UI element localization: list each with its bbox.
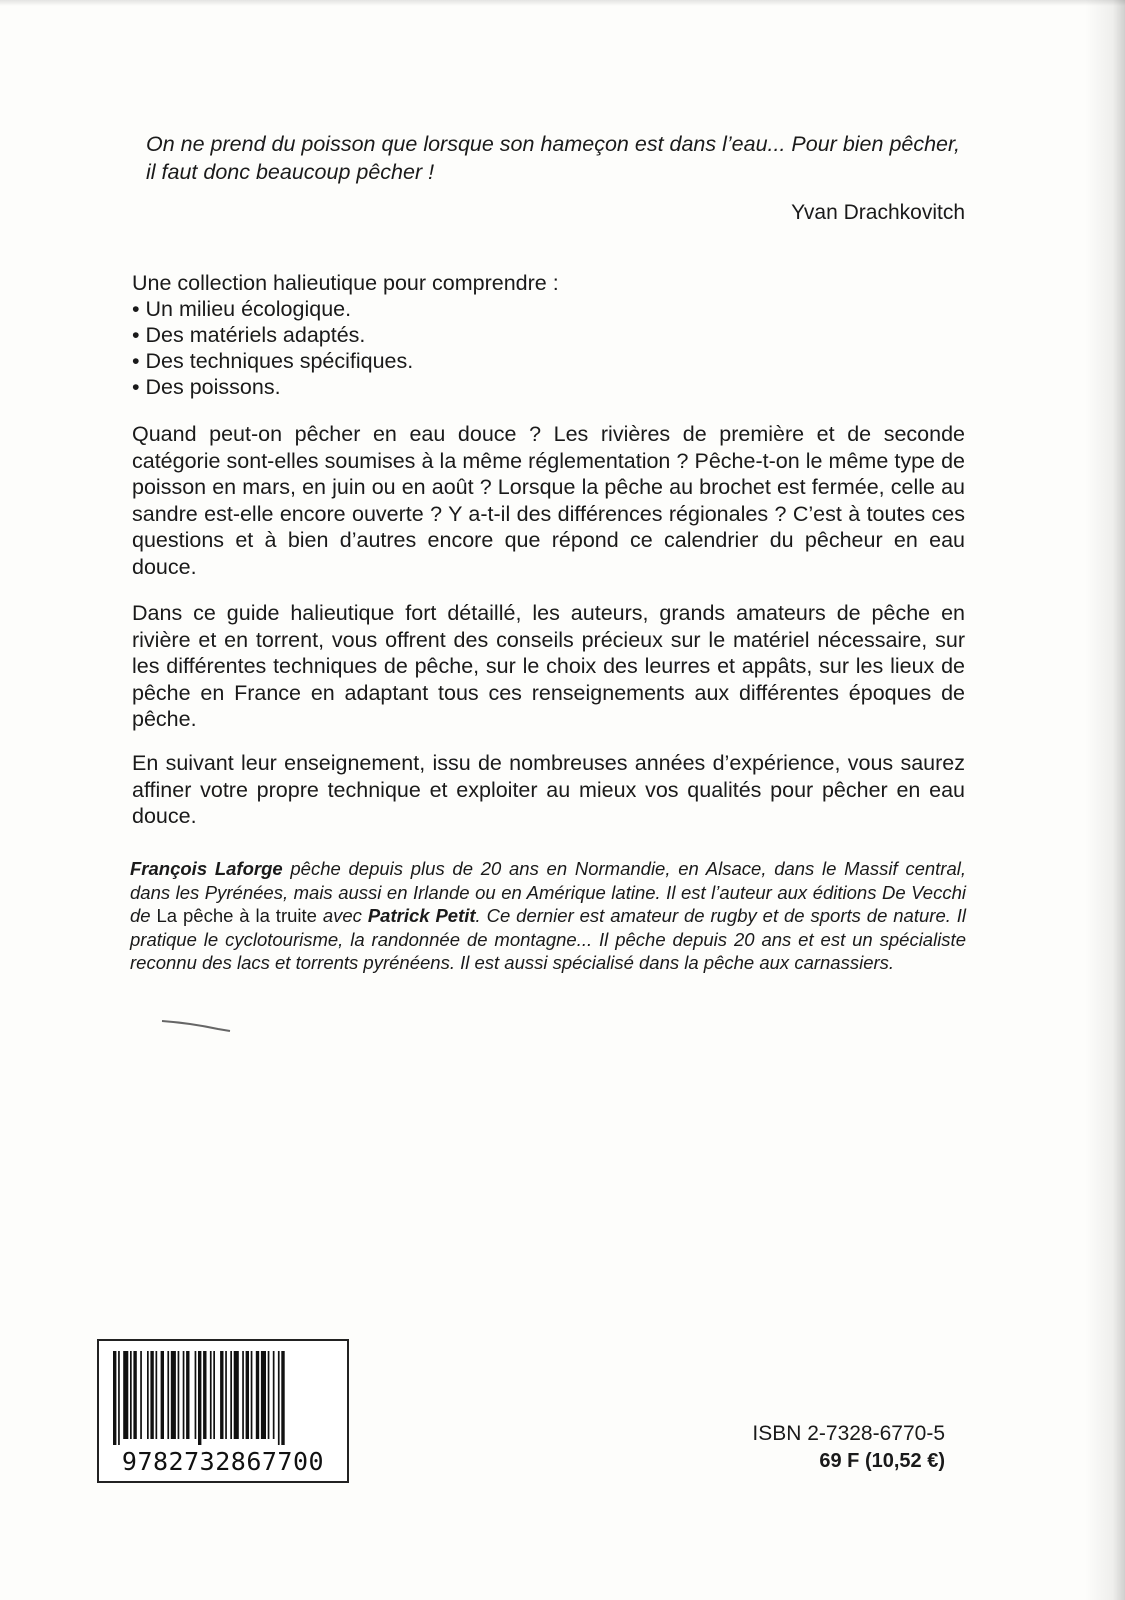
author-name: Patrick Petit: [367, 905, 476, 926]
barcode-icon: [105, 1349, 341, 1445]
barcode-bar: [268, 1351, 270, 1439]
authors-bio: [130, 857, 966, 975]
description-paragraph: Quand peut-on pêcher en eau douce ? Les rivières de première et de seconde catégorie sont-elles soumises à la même réglementation ? Pêche-t-on le même type de poisson en mars, en juin ou en août ? Lorsque la pêche au brochet est fermée, celle au sandre est-elle encore ouverte ? Y a-t-il des différences régionales ? C’est à toutes ces questions et à bien d’autres encore que répond ce calendrier du pêcheur en eau douce.: [132, 422, 965, 579]
cover-top-edge: [0, 0, 1125, 6]
barcode-bar: [213, 1351, 215, 1439]
book-title: La pêche à la truite: [156, 905, 317, 926]
barcode-bar: [113, 1351, 116, 1445]
barcode-bar: [140, 1351, 142, 1439]
barcode-bar: [220, 1351, 223, 1439]
barcode-bar: [203, 1351, 206, 1439]
collection-list: [132, 296, 892, 400]
price: 69 F (10,52 €): [819, 1450, 945, 1472]
barcode-bar: [130, 1351, 132, 1439]
bio-text: pêche depuis plus de 20 ans en Normandie, en Alsace, dans le Massif central, dans les Pyrénées, mais aussi en Irlande ou en Amérique latine. Il est l’auteur aux éditions De Vecchi de: [130, 858, 966, 926]
barcode-digits: 9782732867700: [121, 1447, 325, 1476]
barcode-bar: [234, 1351, 239, 1439]
barcode-bar: [167, 1351, 169, 1439]
barcode-bar: [230, 1351, 232, 1439]
barcode-bar: [178, 1351, 180, 1439]
barcode-bar: [261, 1351, 266, 1439]
barcode-bar: [273, 1351, 275, 1439]
isbn-number: ISBN 2-7328-6770-5: [752, 1422, 945, 1445]
barcode: [97, 1339, 349, 1483]
barcode-bar: [251, 1351, 253, 1439]
collection-block: [132, 270, 892, 400]
collection-intro: Une collection halieutique pour comprendre :: [132, 271, 559, 295]
barcode-bar: [278, 1351, 280, 1445]
barcode-bar: [246, 1351, 249, 1439]
barcode-bar: [118, 1351, 120, 1445]
barcode-bar: [183, 1351, 185, 1439]
epigraph-author: Yvan Drachkovitch: [791, 201, 965, 224]
description-paragraph: Dans ce guide halieutique fort détaillé, les auteurs, grands amateurs de pêche en rivière et en torrent, vous offrent des conseils précieux sur le matériel nécessaire, sur les différentes techniques de pêche, sur le choix des leurres et appâts, sur les lieux de pêche en France en adaptant tous ces renseignements aux différentes époques de pêche.: [132, 601, 965, 731]
author-name: François Laforge: [130, 858, 283, 879]
barcode-bar: [256, 1351, 259, 1439]
barcode-bar: [281, 1351, 284, 1445]
bio-text: . Ce dernier est amateur de rugby et de sports de nature. Il pratique le cyclotourisme, la randonnée de montagne... Il pêche depuis 20 ans et est un spécialiste reconnu des lacs et torrents pyrénéens. Il est aussi spécialisé dans la pêche aux carnassiers.: [130, 905, 967, 973]
barcode-bar: [150, 1351, 153, 1439]
cover-right-edge: [1085, 0, 1125, 1600]
barcode-bar: [210, 1351, 212, 1439]
scratch-mark: [160, 1015, 240, 1035]
list-item: • Un milieu écologique.: [132, 296, 892, 322]
barcode-bar: [225, 1351, 227, 1439]
list-item: • Des matériels adaptés.: [132, 322, 892, 348]
list-item: • Des techniques spécifiques.: [132, 348, 892, 374]
barcode-bar: [198, 1351, 201, 1445]
barcode-bar: [123, 1351, 128, 1439]
bio-text: avec: [316, 905, 368, 926]
list-item: • Des poissons.: [132, 374, 892, 400]
barcode-bar: [242, 1351, 244, 1439]
barcode-bar: [186, 1351, 189, 1439]
barcode-bar: [147, 1351, 149, 1439]
epigraph-quote: On ne prend du poisson que lorsque son hameçon est dans l’eau... Pour bien pêcher, il faut donc beaucoup pêcher !: [146, 132, 960, 184]
barcode-bar: [195, 1351, 197, 1439]
description-paragraph: En suivant leur enseignement, issu de nombreuses années d’expérience, vous saurez affiner votre propre technique et exploiter au mieux vos qualités pour pêcher en eau douce.: [132, 751, 965, 828]
barcode-bar: [171, 1351, 176, 1439]
barcode-bar: [161, 1351, 164, 1439]
barcode-bar: [156, 1351, 158, 1439]
barcode-bar: [133, 1351, 136, 1439]
